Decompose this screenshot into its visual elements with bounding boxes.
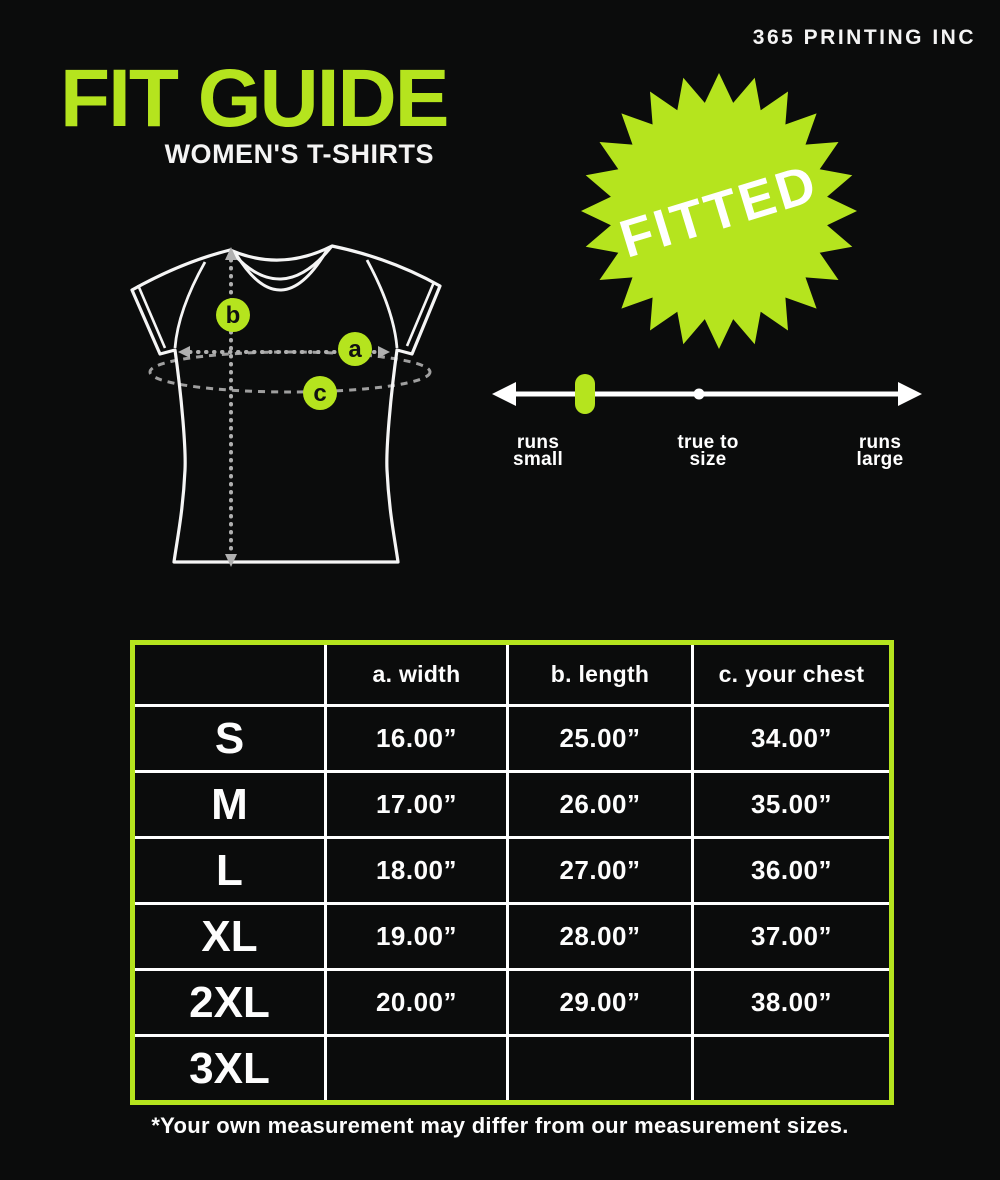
left-arrowhead-icon (492, 382, 516, 406)
center-tick-dot (694, 389, 705, 400)
badge-label: FITTED (613, 153, 826, 270)
width-value: 20.00” (327, 971, 506, 1034)
chest-value: 34.00” (694, 707, 889, 770)
footnote: *Your own measurement may differ from our measurement sizes. (151, 1113, 849, 1138)
scale-label-line: size (689, 449, 727, 470)
size-label: 2XL (135, 971, 324, 1034)
brand-text: 365 PRINTING INC (752, 26, 976, 49)
size-label: M (135, 773, 324, 836)
width-value: 17.00” (327, 773, 506, 836)
chest-value: 36.00” (694, 839, 889, 902)
tshirt-diagram (110, 220, 470, 600)
chest-ellipse (150, 352, 430, 392)
length-value: 25.00” (509, 707, 691, 770)
chest-value: 37.00” (694, 905, 889, 968)
length-value: 27.00” (509, 839, 691, 902)
collar-band-outer (230, 246, 332, 279)
width-value: 18.00” (327, 839, 506, 902)
width-value (327, 1037, 506, 1100)
length-value: 29.00” (509, 971, 691, 1034)
page-subtitle: WOMEN'S T-SHIRTS (164, 139, 434, 169)
marker-c (303, 376, 337, 410)
size-table-grid (135, 645, 889, 1100)
size-label: L (135, 839, 324, 902)
scale-label-line: large (856, 449, 904, 470)
size-table (130, 640, 894, 1105)
armhole-seam-right (367, 260, 397, 348)
length-value: 26.00” (509, 773, 691, 836)
tshirt-outline (132, 246, 440, 562)
chest-value (694, 1037, 889, 1100)
marker-c-label: c (313, 380, 327, 407)
scale-label-runs-large (820, 434, 940, 468)
marker-b (216, 298, 250, 332)
marker-a-label: a (348, 336, 362, 363)
marker-a (338, 332, 372, 366)
width-value: 19.00” (327, 905, 506, 968)
scale-label-line: true to (677, 432, 739, 453)
col-header-blank (135, 645, 324, 704)
length-value (509, 1037, 691, 1100)
scale-label-true-to-size (648, 434, 768, 468)
chest-value: 35.00” (694, 773, 889, 836)
fit-scale (492, 358, 922, 428)
length-measure-line (225, 247, 237, 567)
size-label: 3XL (135, 1037, 324, 1100)
size-label: XL (135, 905, 324, 968)
col-header-width: a. width (327, 645, 506, 704)
fit-position-marker (575, 374, 595, 414)
scale-label-runs-small (478, 434, 598, 468)
fitted-badge (578, 66, 860, 356)
marker-b-label: b (225, 302, 241, 329)
size-label: S (135, 707, 324, 770)
scale-label-line: small (512, 449, 564, 470)
scale-label-line: runs (516, 432, 560, 453)
col-header-chest: c. your chest (694, 645, 889, 704)
width-value: 16.00” (327, 707, 506, 770)
right-arrowhead-icon (898, 382, 922, 406)
length-value: 28.00” (509, 905, 691, 968)
chest-value: 38.00” (694, 971, 889, 1034)
scale-label-line: runs (858, 432, 902, 453)
armhole-seam-left (175, 262, 205, 348)
page-title: FIT GUIDE (60, 53, 448, 144)
col-header-length: b. length (509, 645, 691, 704)
